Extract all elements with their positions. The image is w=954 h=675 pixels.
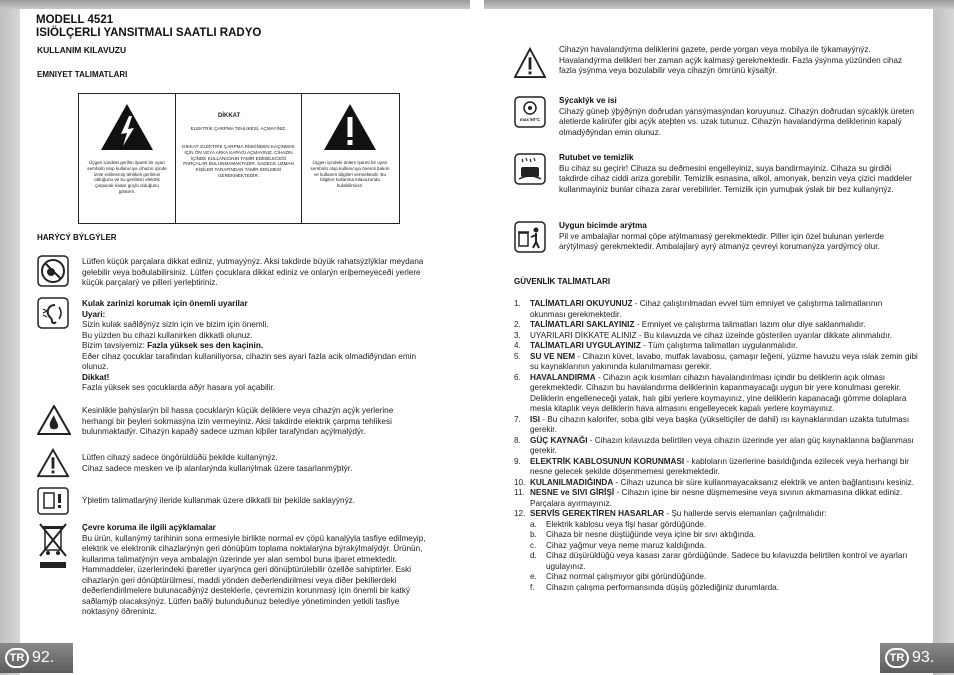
sub-list-text: Cihaz düşürüldüğü veya kasası zarar gördüğünde. Sadece bu kılavuzda belirtilen kontrol ve ayarları ugulayınız. — [546, 551, 908, 571]
weee-bin-icon — [37, 522, 69, 570]
list-item-title: NESNE ve SIVI GİRİŞİ — [530, 488, 615, 497]
moisture-icon — [514, 153, 546, 185]
small-parts-text: Lütfen küçük parçalara dikkat ediniz, yutmayýnýz. Aksi takdirde büyük rahatsýzlýklar meydana gelebilir veya boðulabilirsiniz. Lütfen çocuklara dikkat ediniz ve onlarýn eriþemeyeceði yerlere küçük parçalarý ve pilleri yerleþtiriniz. — [82, 257, 424, 287]
list-item — [514, 320, 919, 331]
page-number: 92. — [32, 649, 55, 666]
list-item — [514, 352, 919, 373]
hearing-caution-label: Dikkat! — [82, 372, 110, 382]
caution-title: DİKKAT — [218, 113, 241, 119]
temperature-badge: max 50°C — [519, 117, 541, 122]
usage-line-1: Lütfen cihazý sadece öngörüldüðü þekilde kullanýnýz. — [82, 453, 278, 462]
safety-instructions-heading: GÜVENLİK TALİMATLARI — [514, 277, 611, 286]
list-number: 4. — [514, 341, 521, 350]
disposal-title: Uygun bicimde arýtma — [559, 221, 647, 230]
temperature-icon — [514, 96, 546, 128]
list-item-title: KULANILMADIĞINDA — [530, 477, 614, 487]
hearing-line-5: Fazla yüksek ses çocuklarda aðýr hasara yol açabilir. — [82, 383, 275, 392]
sub-list-text: Cihaz yağmur veya neme maruz kaldığında. — [546, 540, 707, 550]
list-number: 9. — [514, 456, 521, 466]
list-item — [514, 478, 919, 489]
sub-list-item — [514, 530, 919, 541]
sub-list-letter: a. — [530, 519, 537, 529]
ventilation-warning-icon — [514, 46, 546, 80]
list-item-text: - Bu cihazın kalorifer, soba gibi veya başka (yükseltiçiler de dahil) ısı kaynaklarından uzakta tutulması gerekir. — [530, 414, 910, 434]
sub-list-item — [514, 572, 919, 583]
list-item-title: HAVALANDIRMA — [530, 372, 596, 382]
exclamation-triangle-icon — [322, 102, 378, 152]
fire-text: Kesinlikle þahýslarýn bil hassa çocuklarýn küçük deliklere veya cihazýn açýk yerlerine herhangi bir þeyleri sokmasýna izin vermeyiniz. Aksi takdirde elektrik çarpma tehlikesi bulunmaktadýr. Cihazýn kapaðý sadece uzman kiþiler tarafýndan açýlmalýdýr. — [82, 406, 394, 436]
heat-section — [559, 96, 919, 138]
list-item-title: TALİMATLARI SAKLAYINIZ — [530, 320, 635, 329]
page-number: 93. — [912, 649, 935, 666]
hearing-line-1: Sizin kulak saðlðýnýz sizin için ve bizim için önemli. — [82, 320, 269, 329]
caution-text-1: ELEKTRİK ÇARPMA TEHLİKESİ, AÇMAYINIZ. — [190, 126, 287, 131]
sub-list-text: Cihazın çalışma performansında düşüş gözlediğiniz durumlarda. — [546, 582, 780, 592]
list-number: 8. — [514, 435, 521, 445]
fire-hazard-icon — [37, 405, 71, 435]
list-number: 2. — [514, 320, 521, 329]
list-item — [514, 299, 919, 320]
sub-list-text: Elektrik kablosu veya fişi hasar gördüğünde. — [546, 519, 707, 529]
sub-list-text: Cihaz normal çalışmıyor gibi göründüğünde. — [546, 572, 707, 581]
warning-triangle-icon — [37, 448, 69, 478]
usage-line-2: Cihaz sadece mesken ve iþ alanlarýnda kullanýlmak üzere tasarlanmýþtýr. — [82, 463, 353, 473]
list-item-text: - Emniyet ve çalıştırma talimatları lazım olur diye saklanmalıdır. — [634, 320, 866, 329]
hearing-advice: Fazla yüksek ses den kaçinin. — [147, 341, 264, 350]
hearing-section — [82, 299, 427, 394]
sub-list-letter: f. — [530, 582, 535, 592]
list-item-text: - Tüm çalıştırma talimatları uygulanmalıdır. — [640, 341, 798, 350]
environment-title: Çevre koruma ile ilgili açýklamalar — [82, 523, 216, 532]
safety-heading: EMNIYET TALIMATLARI — [37, 70, 128, 79]
disposal-section — [559, 221, 922, 253]
list-item — [514, 331, 919, 342]
thermometer-icon — [514, 96, 546, 128]
list-item-title: TALİMATLARI OKUYUNUZ — [530, 299, 633, 308]
hearing-title: Kulak zarinizi korumak için önemli uyarilar — [82, 299, 248, 308]
list-number: 1. — [514, 299, 521, 308]
sub-list-item — [514, 541, 919, 552]
sub-list-letter: b. — [530, 530, 537, 539]
sub-list-item — [514, 583, 919, 594]
list-number: 7. — [514, 414, 521, 424]
sub-list-item — [514, 551, 919, 572]
list-number: 5. — [514, 351, 521, 361]
list-item — [514, 415, 919, 436]
no-small-parts-icon — [37, 255, 69, 287]
general-heading: HARÝCÝ BÝLGÝLER — [37, 233, 117, 242]
sub-list-item — [514, 520, 919, 531]
exclamation-warning-text: Üçgen içindeki ünlem işareti bir uyarı sembolü olup kullanıcıya önemli bakım ve kullanım bilgileri vermektedir. Bu bilgileri kullanma kılavuzunda bulabilirsiniz. — [310, 160, 390, 189]
page-number-left — [0, 643, 73, 673]
warning-box — [78, 93, 400, 224]
list-item-text: - Cihazın içine bir nesne düşmemesine veya sıvının akmamasına dikkat ediniz. Parçalara ayırmayınız. — [530, 488, 903, 508]
list-item-text: - Cihazın açık kısımları cihazın havalandırılması içindir bu deliklerin açık olması gerekmektedir. Cihazın bu havalandırma deliklerinin kapanmayacağı uygun bir yere konulması gerekir. Deliklerin engelleneceği yatak, halı gibi yerlere koymayınız, yine deliklerin kapanacağı gömme dolaplara mesla kitaplık veya deliklerin hava almasını engelleyecek kapalı yerlere koymayınız. — [530, 372, 907, 413]
list-item — [514, 436, 919, 457]
right-margin-bar — [933, 0, 954, 675]
list-item-text: UYARILARI DİKKATE ALINIZ - Bu kılavuzda ve cihaz üzeinde gösterilen uyarılar dikkate alınmalıdır. — [530, 330, 892, 340]
heat-text: Cihazý güneþ ýþýðýnýn doðrudan yansýmasýndan koruyunuz. Cihazýn doðrudan sýcaklýk üreten aletlerde kalirüfer gibi açýk ateþten vs. uzak tutunuz. Cihazýn havalandýrma deliklerinin kapalý olmadýðýndan emin olunuz. — [559, 106, 915, 137]
list-item-title: GÜÇ KAYNAĞI — [530, 435, 588, 445]
warning-col-right — [302, 94, 399, 223]
sub-list-text: Cihaza bir nesne düştüğünde veya içine bir sıvı aktığında. — [546, 530, 756, 539]
disposal-text: Pil ve ambalajlar normal çöpe atýlmamasý gerekmektedir. Piller için özel bulunan yerlerde arýtýlmasý gerekmektedir. Ambalajlarý ayrý atmanýz çevreyi korumanýza yardýmcý olur. — [559, 231, 884, 251]
list-item — [514, 341, 919, 352]
list-item-text: - Şu hallerde servis elemanları çağrılmalıdır: — [664, 509, 827, 518]
list-item-title: TALİMATLARI UYGULAYINIZ — [530, 341, 641, 350]
heat-title: Sýcaklýk ve isi — [559, 96, 617, 105]
list-item-text: - Cihazın kılavuzda belirtilen veya cihazın üzerinde yer alan güç kaynaklarına bağlanması gerekir. — [530, 435, 914, 455]
list-item-title: SU VE NEM — [530, 351, 576, 361]
left-margin-bar — [0, 0, 20, 675]
warning-col-left — [79, 94, 175, 223]
moisture-title: Rutubet ve temizlik — [559, 153, 634, 162]
list-item-title: ISI — [530, 414, 541, 424]
safety-instructions-list — [514, 299, 919, 593]
language-badge: TR — [5, 648, 29, 668]
list-item — [514, 457, 919, 478]
list-item-text: - Cihazı uzunca bir süre kullanmayacaksanız elektrik ve anten bağlantısını kesiniz. — [613, 477, 915, 487]
list-item — [514, 488, 919, 509]
high-voltage-icon — [99, 102, 155, 152]
list-number: 10. — [514, 477, 526, 487]
language-badge: TR — [885, 648, 909, 668]
environment-section — [82, 523, 434, 618]
keep-manual-text: Ýþletim talimatlarýný ileride kullanmak üzere dikkatli bir þekilde saklayýnýz. — [82, 496, 356, 505]
list-number: 12. — [514, 509, 526, 518]
ventilation-text: Cihazýn havalandýrma deliklerini gazete, perde yorgan veya mobilya ile týkamayýnýz. Havalandýrma delikleri her zaman açýk kalmasý gerekmektedir. Fazla ýsýnma yüzünden cihaz fazla ýsýnma veya bozulabilir veya cihazýn ömrünü kýsaltýr. — [559, 45, 903, 75]
read-manual-icon — [37, 487, 69, 515]
moisture-section — [559, 153, 922, 195]
list-item-title: ELEKTRİK KABLOSUNUN KORUNMASI — [530, 456, 685, 466]
hearing-warning-label: Uyari: — [82, 309, 106, 319]
hearing-line-3: Bizim tavsiyemiz: Fazla yüksek ses den kaçinin. — [82, 341, 264, 350]
list-number: 3. — [514, 330, 521, 340]
recycling-disposal-icon — [514, 221, 546, 253]
sub-list-letter: e. — [530, 572, 537, 581]
list-number: 6. — [514, 372, 521, 382]
list-item — [514, 509, 919, 520]
top-strip-left — [0, 0, 470, 9]
sub-list-letter: c. — [530, 540, 537, 550]
list-item-text: - Cihazın küvet, lavabo, mutfak lavabosu, çamaşır leğeni, yüzme havuzu veya ıslak zemin gibi su kaynaklarının yakınında kulanılmaması gerekir. — [530, 351, 918, 371]
hearing-protection-icon — [37, 297, 69, 329]
warning-col-center — [176, 94, 301, 223]
moisture-text: Bu cihaz su geçirir! Cihaza su deðmesini engelleyiniz, suya bandirmayiniz. Cihaza su girdiði takdirde cihaz ciddi ariza gorebilir. Temizlik esnasina, alkol, amonyak, benzin veya çizici maddeler kullanmayiniz bunlar cihaza zarar verebilirler. Temizlik için yumuþak ýslak bir bez kullanýnýz. — [559, 163, 912, 194]
product-title: ISIÖLÇERLI YANSITMALI SAATLI RADYO — [36, 27, 262, 39]
model-title: MODELL 4521 — [36, 14, 114, 26]
manual-heading: KULLANIM KILAVUZU — [37, 45, 127, 55]
top-strip-right — [484, 0, 954, 9]
hearing-line-2: Bu yüzden bu cihazi kullanirken dikkatli olunuz. — [82, 330, 253, 340]
sub-list-letter: d. — [530, 551, 537, 560]
list-item-text: - kabloların üzerlerine basıldığında ezilecek veya herhangi bir nesne gelecek şekilde döşenmemesi gerekmektedir. — [530, 456, 910, 476]
voltage-warning-text: Üçgen içindeki gerilim işareti bir uyarı sembolü olup kullanıcıya cihazın içinde izole edilmemiş tehlikeli gerilimin olduğunu ve bu gerilimin elektrik çarpacak kadar güçlü olduğunu gösterir. — [87, 160, 167, 194]
list-item-text: - Cihaz çalıştırılmadan evvel tüm emniyet ve çalıştırma talimatlarının okunması gerekmektedir. — [530, 299, 883, 319]
list-number: 11. — [514, 488, 525, 497]
environment-text: Bu ürün, kullanýmý tarihinin sona ermesiyle birlikte normal ev çöpü kanalýyla tasfiye edilmeyip, elektrik ve elektronik cihazlarýnýn geri dönüþüm toplama noktalarýna býrakýlmalýdýr. Ürünün, kullanma talimatýnýn veya ambalajýn üzerinde yer alan sembol buna iþaret etmektedir. Hammaddeler, üzerlerindeki iþaretler uyarýnca geri dönüþtürülebilir özellðe sahiptirler. Eski cihazlarýn geri dönüþtürülmesi, maddi yönden deðerlendirilmesi veya diðer þekillerdeki deðerlendirilmelere bulunacaðýnýz desteklerle, çevremizin korunmasý için önemli bir katký saðlamýþ olacaksýnýz. Lütfen baðlý bulunduðunuz belediye yönetiminden yetkili tasfiye noktasýný öðreniniz. — [82, 533, 426, 616]
list-item — [514, 373, 919, 415]
hearing-line-4: Eðer cihaz çocuklar tarafindan kullaniliyorsa, cihazin ses ayari fazla acik olmadiðýndan emin olunuz. — [82, 351, 417, 371]
page-title — [36, 14, 261, 40]
usage-section — [82, 453, 427, 474]
list-item-title: SERVİS GEREKTİREN HASARLAR — [530, 509, 665, 518]
caution-text-2: DİKKAT: ELEKTRİK ÇARPMA RİSKİNDEN KAÇINMAK İÇİN ÖN VEYA ARKA KAPAĞI AÇMAYINIZ. CİHAZIN İÇİNDE KULLANICININ TAMİR EDEBİLECEĞİ PARÇALAR BULUNMAMAKTADIR. SADECE UZMAN KİŞİLER TARAFINDAN TAMİR EDİLMESİ GEREKMEKTEDİR. — [182, 144, 295, 178]
page-number-right — [880, 643, 954, 673]
